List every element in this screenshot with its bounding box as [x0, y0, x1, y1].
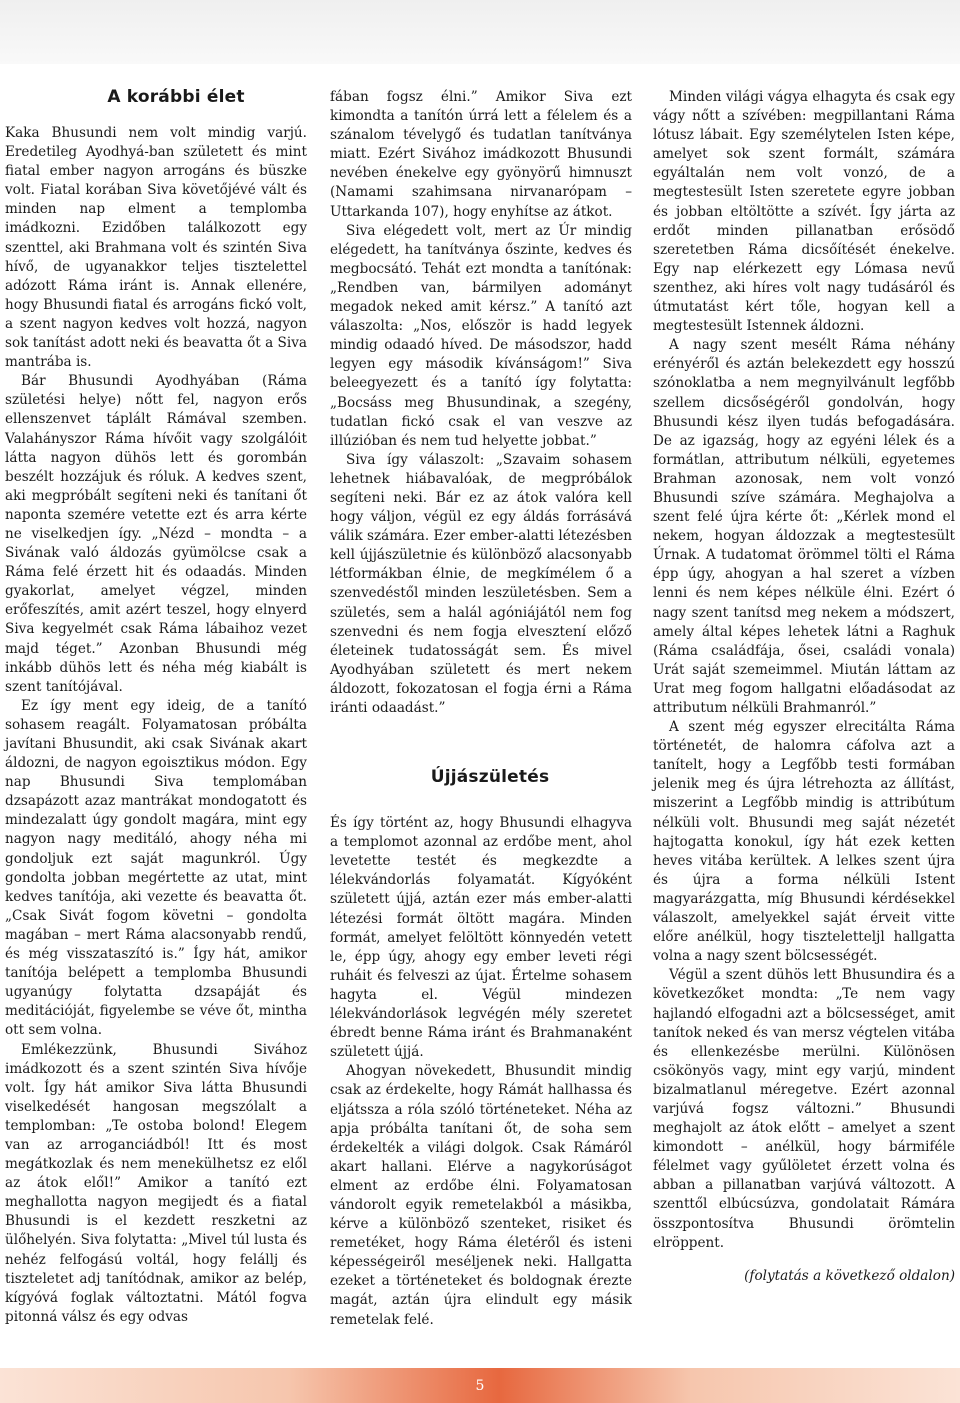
column-3: [653, 88, 955, 1286]
column-1: [5, 86, 307, 1327]
paragraph: Siva elégedett volt, mert az Úr mindig elégedett, ha tanítványa őszinte, kedves és megbocsátó. Tehát ezt mondta a tanítónak: „Rendben van, bármilyen adományt megadok neked amit kérsz.” A tanító azt válaszolta: „Nos, először is hadd legyek mindig odaadó híved. De másodszor, hadd legyen egy második kívánságom!” Siva beleegyezett és a tanító így folytatta: „Bocsáss meg Bhusundinak, a szegény, tudatlan fickó csak el van veszve az illúzióban és nem tud helyette jobbat.”: [330, 222, 632, 449]
paragraph: fában fogsz élni.” Amikor Siva ezt kimondta a tanítón úrrá lett a félelem és a szánalom tévelygő és tudatlan tanítványa miatt. Ezért Sivához imádkozott Bhusundi nevében énekelve egy gyönyörű himnuszt (Namami szahimsana nirvanarópam – Uttarkanda 107), hogy enyhítse az átkot.: [330, 89, 632, 220]
section-title-rebirth: Újjászületés: [430, 767, 550, 788]
header-band: [0, 0, 960, 64]
page-number: 5: [475, 1378, 485, 1394]
paragraph: A szent még egyszer elrecitálta Ráma történetét, de halomra cáfolva azt a tanítelt, hogy a Legfőbb testi formában jelenik meg és újra létrehozta az állítást, miszerint a Legfőbb mindig is attribútum nélküli volt. Bhusundi meg saját nézetét hajtogatta konokul, így hát ezek ketten heves vitába kerültek. A lelkes szent újra és újra a forma nélküli Istent magyarázgatta, míg Bhusundi kérdésekkel válaszolt, amelyekkel saját érveit vitte előre anélkül, hogy tiszteletteljl hallgatta volna a nagy szent bölcsességét.: [653, 719, 955, 965]
paragraph: A nagy szent mesélt Ráma néhány erényéről és aztán belekezdett egy hosszú szónoklatba a nem megnyilvánult legfőbb szellem dicsőségéről gondolván, hogy Bhusundi kész ilyen tudás befogadására. De az igazság, hogy az egyéni lélek és a formátlan, attributum nélküli, egyetemes Brahman azonosak, nem volt vonzó Bhusundi szíve számára. Meghajolva a szent felé újra kérte őt: „Kérlek mond el nekem, hogyan áldozzak a megtestesült Úrnak. A tudatomat örömmel tölti el Ráma épp úgy, ahogyan a hal szeret a vízben lenni és nem képes nélküle élni. Ezért ó nagy szent tanítsd meg nekem a módszert, amely által képes lehetek látni a Raghuk (Ráma családfája, ősei, családi vonala) Urát saját szemeimmel. Miután láttam az Urat meg fogom hallgatni előadásodat az attributum nélküli Brahmanról.”: [653, 337, 955, 716]
paragraph: Minden világi vágya elhagyta és csak egy vágy nőtt a szívében: megpillantani Ráma lótusz lábait. Egy személytelen Isten képe, amelyet sok szent formált, számára egyáltalán nem volt vonzó, de a megtestesült Isten szeretete egyre jobban és jobban eltöltötte a szívét. Így járta az erdőt minden pillanatban erősödő szeretetben Ráma dicsőítését énekelve. Egy nap elérkezett egy Lómasa nevű szenthez, aki híres volt nagy tudásáról és útmutatást kért tőle, hogyan kell a megtestesült Istennek áldozni.: [653, 89, 955, 335]
paragraph: Emlékezzünk, Bhusundi Sivához imádkozott és a szent szintén Siva hívője volt. Így hát amikor Siva látta Bhusundi viselkedését hangosan megszólalt a templomban: „Te ostoba bolond! Elegem van az arroganciádból! Itt és most megátkozlak és nem menekülhetsz ez elől az átok elől!” Amikor a tanító ezt meghallotta nagyon megijedt és a fiatal Bhusundi is el kezdett reszketni az ülőhelyén. Siva folytatta: „Mivel túl lusta és nehéz felfogású voltál, hogy felállj és tiszteletet adj tanítódnak, amikor az belép, kígyóvá foglak változtatni. Mától fogva pitonná válsz és egy odvas: [5, 1041, 307, 1325]
continued-note: (folytatás a következő oldalon): [744, 1267, 955, 1284]
paragraph: Bár Bhusundi Ayodhyában (Ráma születési helye) nőtt fel, nagyon erős ellenszenvet táplált Rámával szemben. Valahányszor Ráma hívőit vagy szolgálóit látta nagyon dühös lett és gorombán beszélt hozzájuk és róluk. A kedves szent, aki megpróbált segíteni neki és tanítani őt naponta szemére vetette ezt és arra kérte ne viselkedjen így. „Nézd – mondta – a Sivának való áldozás gyümölcse csak a Ráma felé érzett hit és odaadás. Minden gyakorlat, amelyet végzel, minden erőfeszítés, amit azért teszel, hogy elnyerd Siva kegyelmét csak Ráma lábaihoz vezet majd téget.” Azonban Bhusundi még inkább dühös lett és néha még kiabált is szent tanítójával.: [5, 373, 307, 695]
paragraph: Kaka Bhusundi nem volt mindig varjú. Eredetileg Ayodhyá-ban született és mint fiatal ember nagyon arrogáns és büszke volt. Fiatal korában Siva követőjévé vált és minden nap elment a templomba imádkozni. Ezidőben találkozott egy szenttel, aki Brahmana volt és szintén Siva hívő, de ugyanakkor teljes tisztelettel adózott Ráma iránt is. Annak ellenére, hogy Bhusundi fiatal és arrogáns fickó volt, a szent nagyon kedves volt hozzá, nagyon sok tanítást adott neki és beavatta őt a Siva mantrába is.: [5, 125, 307, 371]
paragraph: Ez így ment egy ideig, de a tanító sohasem reagált. Folyamatosan próbálta javítani Bhusundit, aki csak Sivának akart áldozni, de nagyon egoisztikus módon. Egy nap Bhusundi Siva templomában dzsapázott azaz mantrákat mondogatott és mindezalatt úgy gondolt magára, mint egy nagyon nagy meditáló, ahogy néha mi gondoljuk ezt saját magunkról. Úgy gondolta jobban megértette az utat, mint kedves tanítója, aki vezette és beavatta őt. „Csak Sivát fogom követni – gondolta magában – mert Ráma alacsonyabb rendű, és még visszataszító is.” Így hát, amikor tanítója belépett a templomba Bhusundi ugyanúgy folytatta dzsapáját és meditációját, figyelembe se véve őt, mintha ott sem volna.: [5, 697, 307, 1039]
paragraph: Siva így válaszolt: „Szavaim sohasem lehetnek hiábavalóak, de megpróbálok segíteni neki. Bár ez az átok valóra kell hogy váljon, végül ez egy áldás forrásává válik számára. Ezer ember-alatti létezésben kell újjászületnie és különböző alacsonyabb létformákban élnie, de megkímélem ő a szenvedéstől minden leszületésben. Sem a születés, sem a halál agóniájától nem fog szenvedni és nem fogja elvesztení előző életeinek tudatosságát sem. És mivel Ayodhyában született és mert nekem áldozott, fokozatosan el fogja érni a Ráma iránti odaadást.”: [330, 451, 632, 716]
paragraph: És így történt az, hogy Bhusundi elhagyva a templomot azonnal az erdőbe ment, ahol levetette testét és megkezdte a lélekvándorlás folyamatát. Kígyóként született újjá, aztán ezer más ember-alatti létezési formát öltött magára. Minden formát, amelyet felöltött könnyedén vetett le, épp úgy, ahogy egy ember leveti régi ruháit és felveszi az újat. Értelme sohasem hagyta el. Végül mindezen lélekvándorlások legvégén mély szeretet ébredt benne Ráma iránt és Brahmanaként született újjá.: [330, 815, 632, 1061]
paragraph: Ahogyan növekedett, Bhusundit mindig csak az érdekelte, hogy Rámát hallhassa és eljátssza a róla szóló történeteket. Néha az apja próbálta tanítani őt, de soha sem érdekelték a világi dolgok. Csak Rámáról akart hallani. Elérve a nagykorúságot elment az erdőbe élni. Folyamatosan vándorolt egyik remetelakból a másikba, kérve a különböző szenteket, risiket és remetéket, hogy Ráma életéről és isteni képességeiről meséljenek neki. Hallgatta ezeket a történeteket és boldognak érezte magát, aztán újra elindult egy másik remetelak felé.: [330, 1063, 632, 1328]
paragraph: Végül a szent dühös lett Bhusundira és a következőket mondta: „Te nem vagy hajlandó elfogadni azt a bölcsességet, amit tanítok neked és van mersz végtelen vitába és ellenkezésbe merülni. Különösen csökönyös vagy, mint egy varjú, mindent bizalmatlanul méregetve. Ezért azonnal varjúvá fogsz változni.” Bhusundi meghajolt az átok előtt – amelyet a szent kimondott – anélkül, hogy bármiféle félelmet vagy gyűlöletet érzett volna és abban a pillanatban varjúvá változott. A szenttől elbúcsúzva, gondolatait Rámára összpontosítva Bhusundi örömtelin elröppent.: [653, 967, 955, 1251]
column-2: [330, 88, 632, 1330]
section-title: A korábbi élet: [107, 87, 245, 107]
